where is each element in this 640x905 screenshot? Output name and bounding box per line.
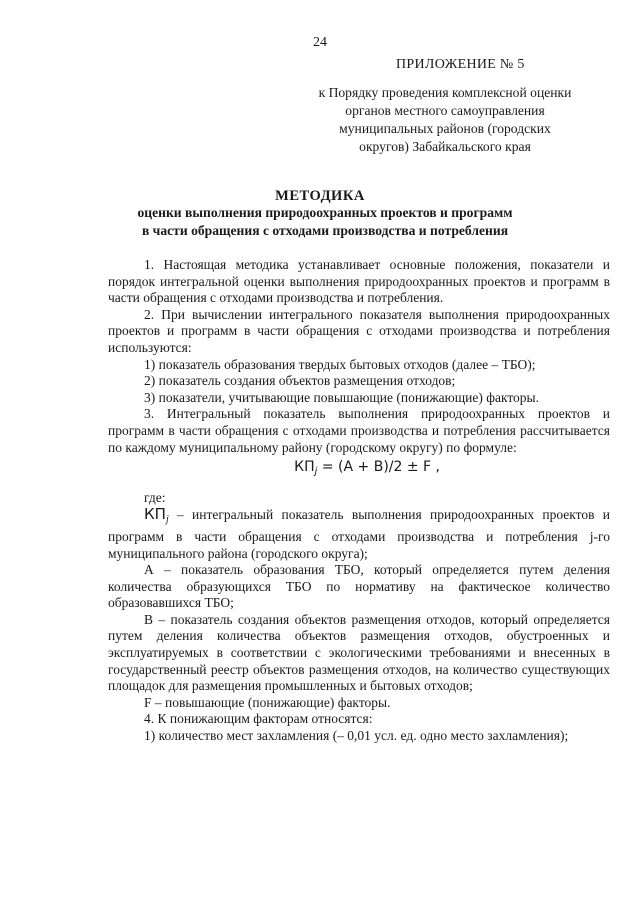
definition-a: А – показатель образования ТБО, который определяется путем деления количества образующихся ТБО по нормативу на фактическое количество образовавшихся ТБО;: [108, 562, 610, 611]
appendix-subtitle-line: к Порядку проведения комплексной оценки: [318, 85, 572, 100]
page-number: 24: [313, 35, 327, 50]
list-item: 1) показатель образования твердых бытовых отходов (далее – ТБО);: [144, 356, 536, 372]
list-item: 2) показатель создания объектов размещения отходов;: [144, 373, 456, 389]
appendix-subtitle: [300, 84, 590, 156]
methodology-subtitle: [90, 204, 560, 240]
definition-f: F – повышающие (понижающие) факторы.: [144, 694, 391, 710]
paragraph-1: 1. Настоящая методика устанавливает основные положения, показатели и порядок интегральной оценки выполнения природоохранных проектов и программ в части обращения с отходами производства и потребления.: [108, 257, 610, 306]
appendix-subtitle-line: органов местного самоуправления: [345, 103, 545, 118]
methodology-subtitle-line: в части обращения с отходами производства и потребления: [141, 223, 509, 238]
formula-lhs: КП: [294, 459, 315, 476]
kp-subscript: j: [165, 514, 169, 526]
document-body: [108, 257, 610, 745]
methodology-subtitle-line: оценки выполнения природоохранных проектов и программ: [137, 205, 513, 220]
methodology-title: МЕТОДИКА: [275, 188, 365, 204]
paragraph-2: 2. При вычислении интегрального показателя выполнения природоохранных проектов и программ в части обращения с отходами производства и потребления используются:: [108, 306, 610, 355]
where-label: где:: [144, 489, 166, 505]
definition-kp: [108, 506, 610, 562]
paragraph-3: 3. Интегральный показатель выполнения природоохранных проектов и программ в части обращения с отходами производства и потребления рассчитывается по каждому муниципальному району (городскому округу) по формуле:: [108, 406, 610, 455]
definition-b: В – показатель создания объектов размещения отходов, который определяется путем деления количества объектов размещения отходов, обустроенных и эксплуатируемых в соответствии с экологическими требованиями и внесенных в государственный реестр объектов размещения отходов, на количество существующих площадок для размещения промышленных и бытовых отходов;: [108, 611, 610, 694]
list-item: 3) показатели, учитывающие повышающие (понижающие) факторы.: [144, 389, 539, 405]
list-item: 1) количество мест захламления (– 0,01 усл. ед. одно место захламления);: [144, 728, 569, 744]
appendix-title: ПРИЛОЖЕНИЕ № 5: [396, 57, 525, 72]
kp-text: – интегральный показатель выполнения природоохранных проектов и программ в части обращения с отходами производства и потребления j-го муниципального района (городского округа);: [108, 507, 610, 561]
appendix-subtitle-line: муниципальных районов (городских: [339, 121, 551, 136]
kp-symbol: КП: [144, 505, 166, 524]
section-4-title: 4. К понижающим факторам относятся:: [144, 711, 373, 727]
formula-subscript: j: [314, 466, 318, 478]
appendix-subtitle-line: округов) Забайкальского края: [359, 139, 531, 154]
formula: [108, 459, 610, 481]
formula-rhs: = (A + B)/2 ± F ,: [321, 459, 440, 476]
